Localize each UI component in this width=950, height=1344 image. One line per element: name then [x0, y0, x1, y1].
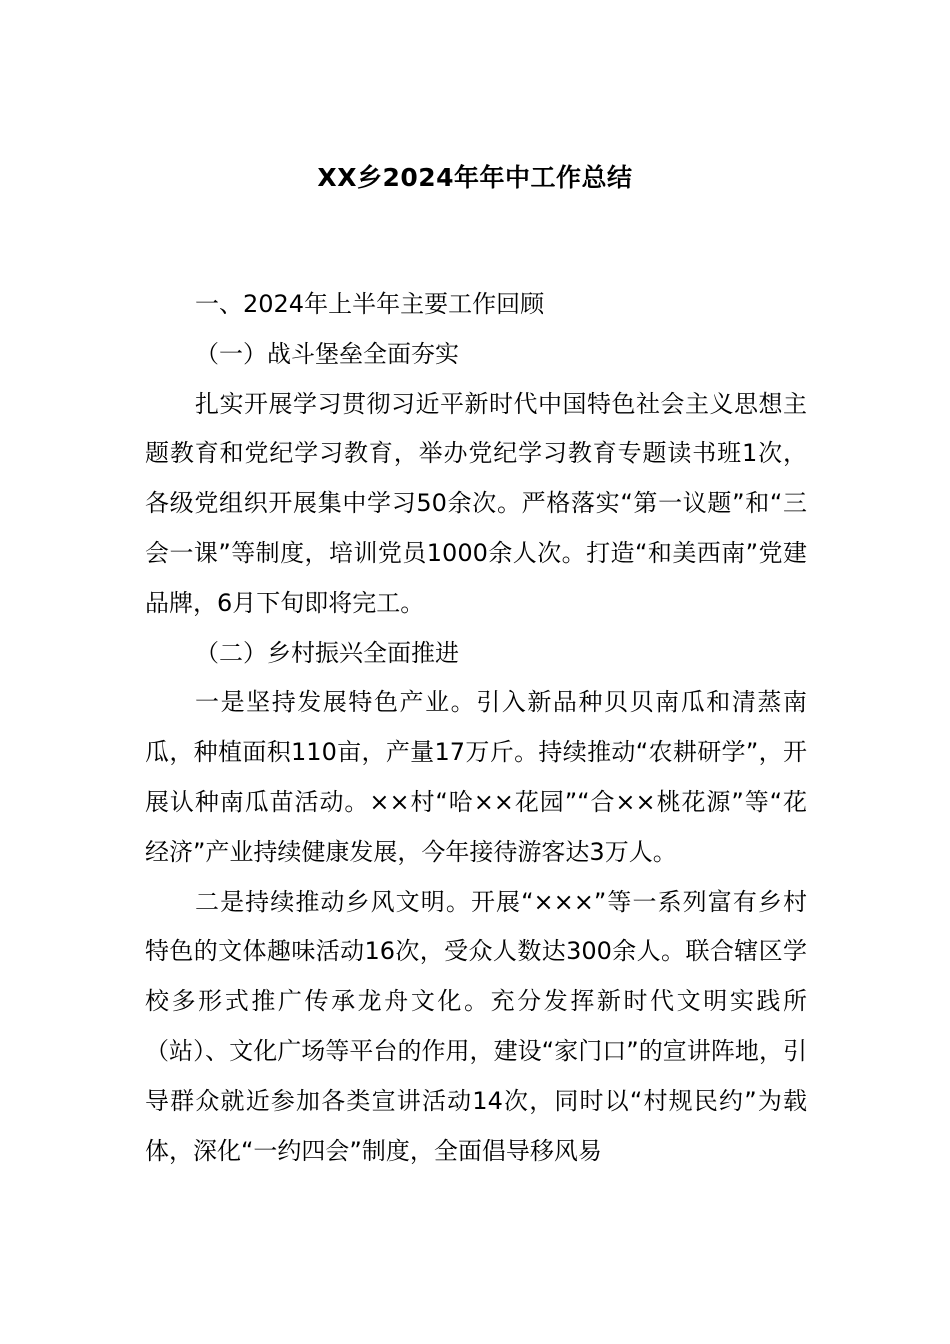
paragraph-civilization: 二是持续推动乡风文明。开展“×××”等一系列富有乡村特色的文体趣味活动16次，受众人数达300余人。联合辖区学校多形式推广传承龙舟文化。充分发挥新时代文明实践所（站）、文化广场等平台的作用，建设“家门口”的宣讲阵地，引导群众就近参加各类宣讲活动14次，同时以“村规民约”为载体，深化“一约四会”制度，全面倡导移风易	[145, 887, 807, 1165]
subsection-heading-fortress: （一）战斗堡垒全面夯实	[195, 339, 459, 368]
document-title: XX乡2024年年中工作总结	[317, 163, 633, 192]
paragraph-industry: 一是坚持发展特色产业。引入新品种贝贝南瓜和清蒸南瓜，种植面积110亩，产量17万斤。持续推动“农耕研学”，开展认种南瓜苗活动。××村“哈××花园”“合××桃花源”等“花经济”产业持续健康发展，今年接待游客达3万人。	[145, 688, 807, 866]
document-body	[145, 280, 807, 1176]
section-heading-review: 一、2024年上半年主要工作回顾	[195, 290, 545, 318]
paragraph-party-building: 扎实开展学习贯彻习近平新时代中国特色社会主义思想主题教育和党纪学习教育，举办党纪学习教育专题读书班1次，各级党组织开展集中学习50余次。严格落实“第一议题”和“三会一课”等制度，培训党员1000余人次。打造“和美西南”党建品牌，6月下旬即将完工。	[145, 389, 807, 617]
subsection-heading-rural-revitalization: （二）乡村振兴全面推进	[195, 638, 459, 667]
